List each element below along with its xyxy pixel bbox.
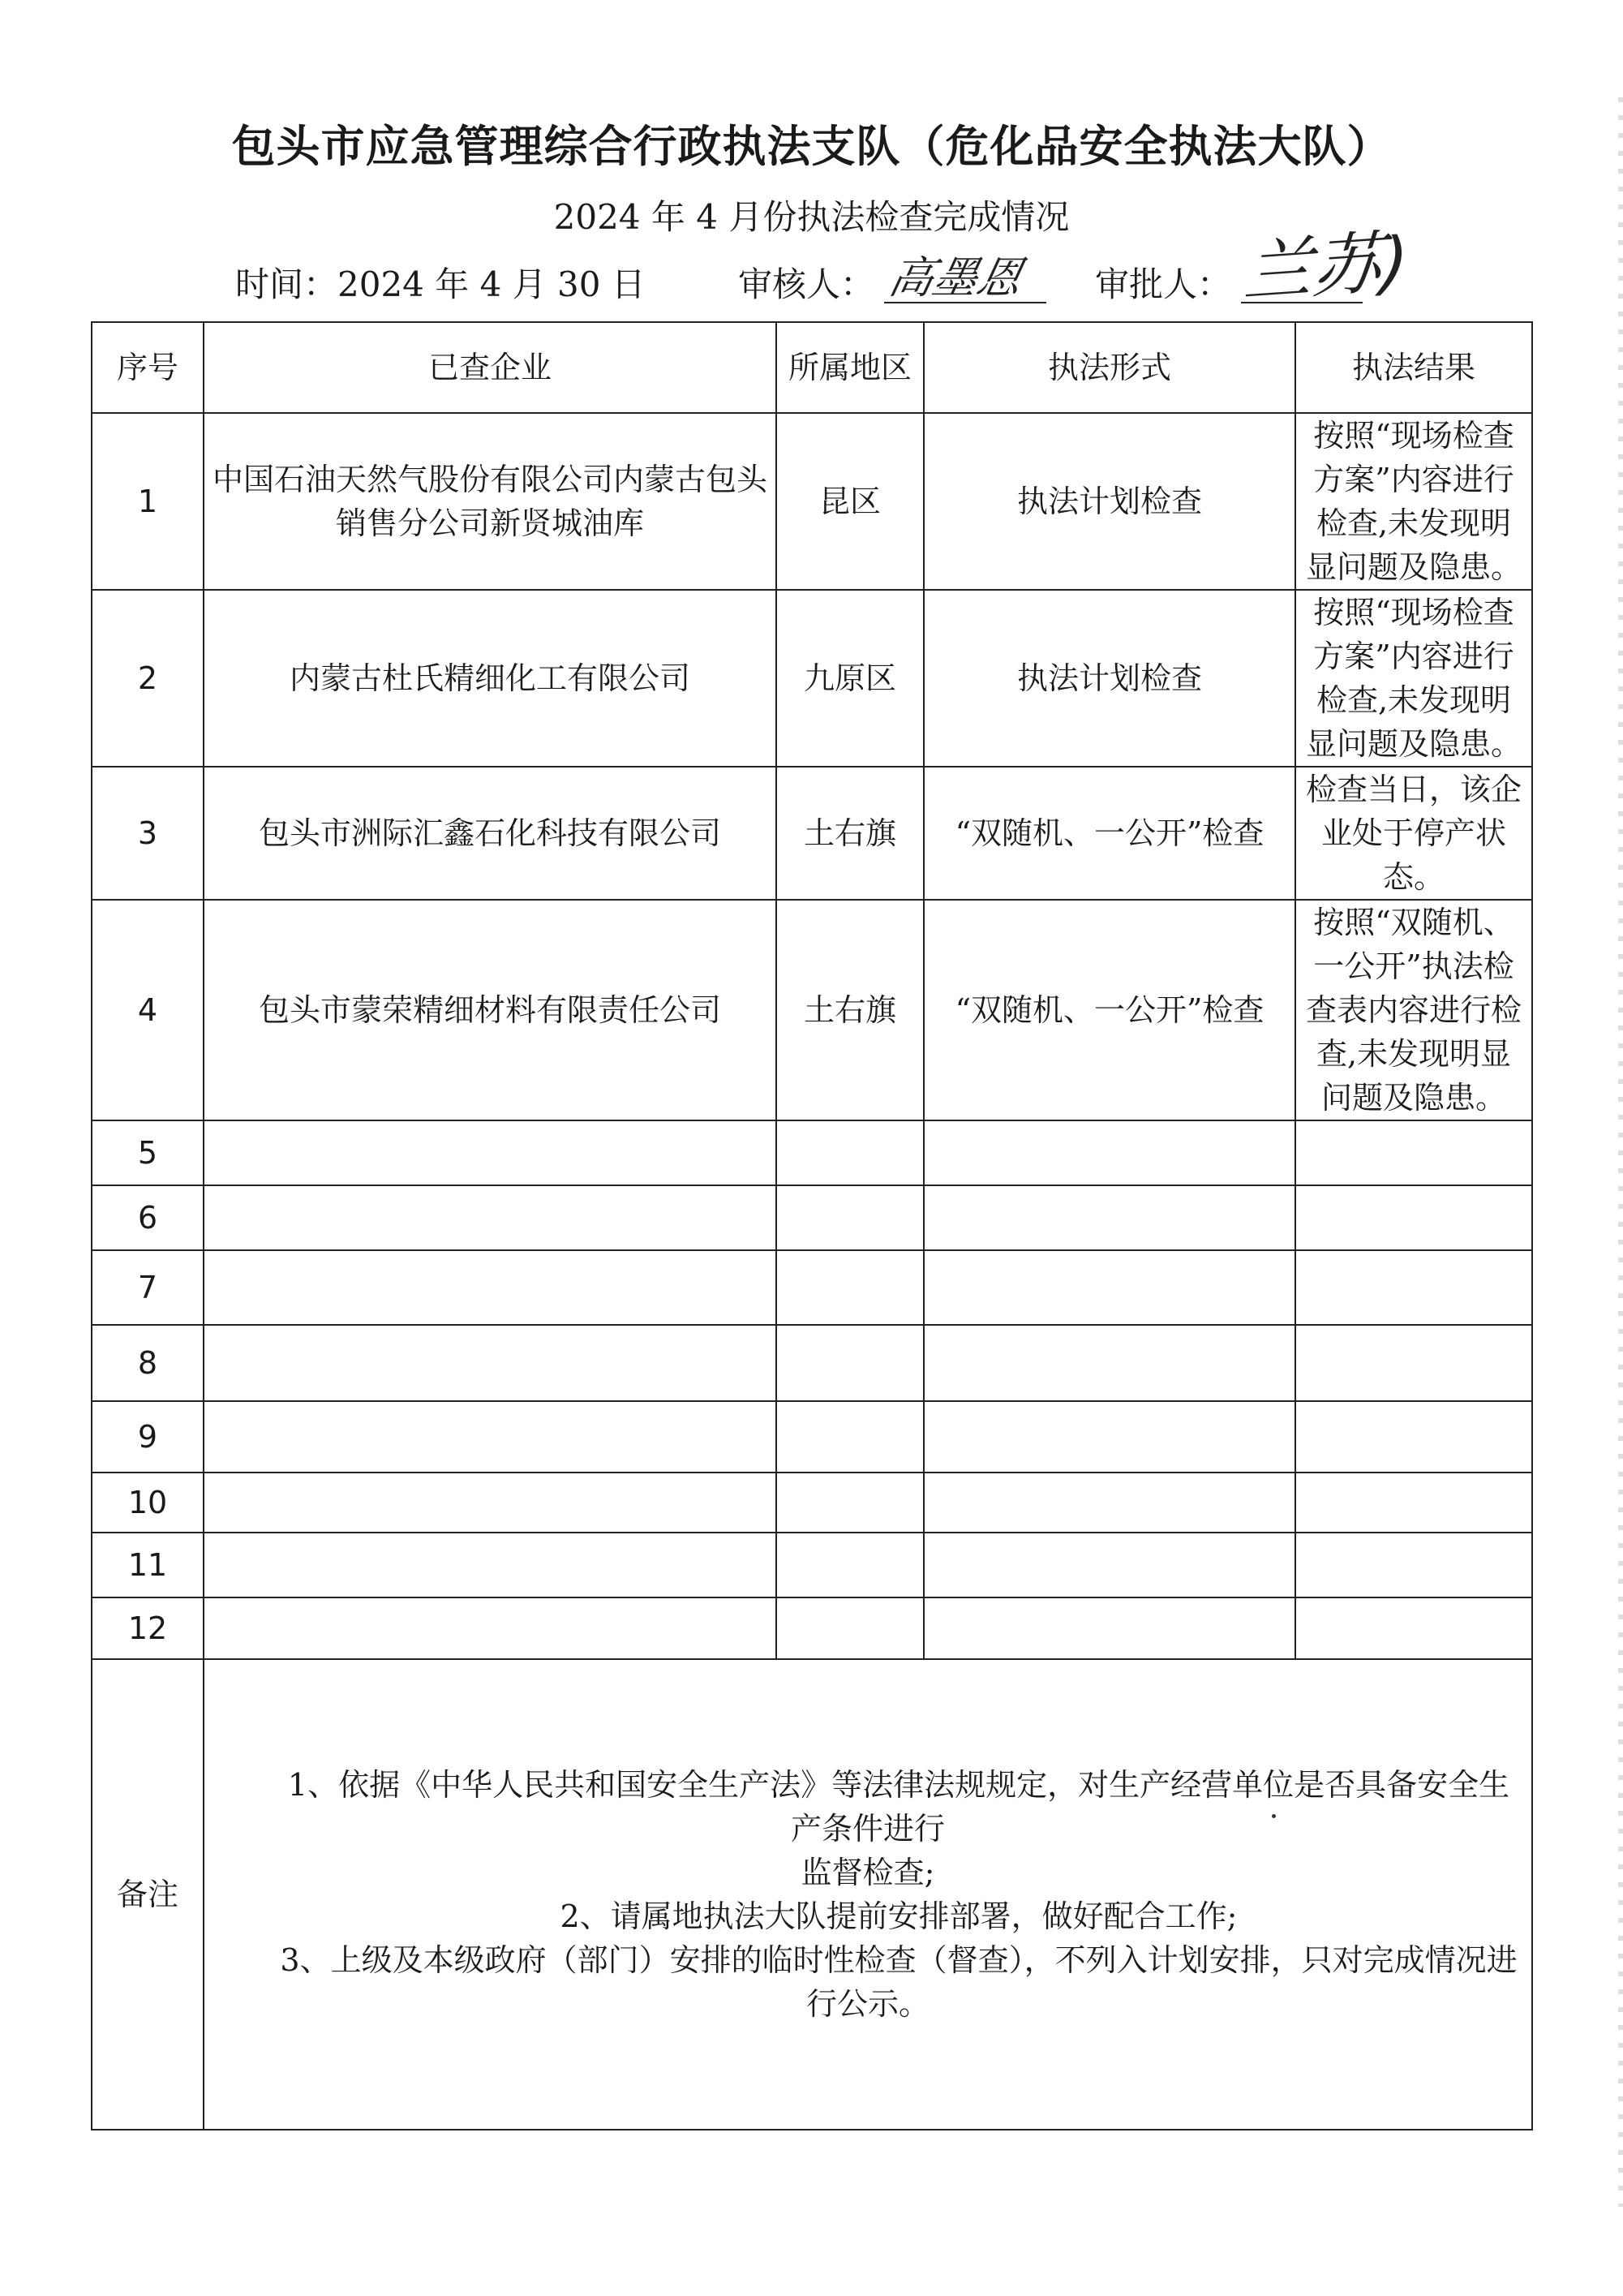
row-company: 中国石油天然气股份有限公司内蒙古包头销售分公司新贤城油库 (204, 413, 776, 590)
approver-signature-line (1241, 302, 1363, 303)
remark-line: 3、上级及本级政府（部门）安排的临时性检查（督查），不列入计划安排，只对完成情况进行公示。 (280, 1942, 1518, 2022)
document-subtitle: 2024 年 4 月份执法检查完成情况 (553, 197, 1070, 237)
row-area: 昆区 (776, 413, 924, 590)
remarks-body (204, 1659, 1532, 2130)
empty-row (92, 1325, 1532, 1401)
empty-row (92, 1473, 1532, 1533)
table-row (92, 413, 1532, 590)
row-seq: 10 (92, 1473, 204, 1533)
row-form: “双随机、一公开”检查 (924, 900, 1295, 1120)
row-result: 按照“双随机、一公开”执法检查表内容进行检查,未发现明显问题及隐患。 (1295, 900, 1532, 1120)
row-seq: 9 (92, 1401, 204, 1473)
row-form: 执法计划检查 (924, 590, 1295, 767)
scan-edge-artifact (1618, 97, 1623, 2207)
empty-row (92, 1533, 1532, 1597)
row-seq: 8 (92, 1325, 204, 1401)
row-company: 包头市洲际汇鑫石化科技有限公司 (204, 767, 776, 900)
inspection-date: 时间：2024 年 4 月 30 日 (235, 264, 646, 304)
remark-line: 1、依据《中华人民共和国安全生产法》等法律法规规定，对生产经营单位是否具备安全生产条件进行 (287, 1767, 1510, 1847)
header-seq: 序号 (92, 322, 204, 413)
row-result: 检查当日，该企业处于停产状态。 (1295, 767, 1532, 900)
reviewer-signature-line (884, 302, 1046, 303)
table-row (92, 590, 1532, 767)
empty-row (92, 1120, 1532, 1185)
inspection-table (91, 321, 1533, 2130)
row-area: 土右旗 (776, 900, 924, 1120)
row-form: 执法计划检查 (924, 413, 1295, 590)
row-seq: 7 (92, 1250, 204, 1325)
row-seq: 3 (92, 767, 204, 900)
row-seq: 2 (92, 590, 204, 767)
approver-label: 审批人： (1095, 264, 1232, 304)
row-seq: 1 (92, 413, 204, 590)
header-form: 执法形式 (924, 322, 1295, 413)
table-row (92, 767, 1532, 900)
row-form: “双随机、一公开”检查 (924, 767, 1295, 900)
row-area: 九原区 (776, 590, 924, 767)
row-area: 土右旗 (776, 767, 924, 900)
empty-row (92, 1250, 1532, 1325)
empty-row (92, 1185, 1532, 1250)
scan-speck (1272, 1814, 1276, 1818)
row-seq: 6 (92, 1185, 204, 1250)
row-seq: 5 (92, 1120, 204, 1185)
header-company: 已查企业 (204, 322, 776, 413)
approver-signature: 兰苏) (1241, 221, 1411, 312)
empty-row (92, 1401, 1532, 1473)
row-seq: 12 (92, 1597, 204, 1659)
empty-row (92, 1597, 1532, 1659)
row-seq: 4 (92, 900, 204, 1120)
remark-line: 2、请属地执法大队提前安排部署，做好配合工作; (560, 1898, 1238, 1934)
row-seq: 11 (92, 1533, 204, 1597)
row-result: 按照“现场检查方案”内容进行检查,未发现明显问题及隐患。 (1295, 413, 1532, 590)
reviewer-label: 审核人： (738, 264, 875, 304)
header-area: 所属地区 (776, 322, 924, 413)
table-header-row (92, 322, 1532, 413)
document-title: 包头市应急管理综合行政执法支队（危化品安全执法大队） (231, 121, 1392, 172)
reviewer-signature: 高墨恩 (884, 252, 1027, 303)
table-row (92, 900, 1532, 1120)
remarks-row (92, 1659, 1532, 2130)
header-result: 执法结果 (1295, 322, 1532, 413)
row-company: 包头市蒙荣精细材料有限责任公司 (204, 900, 776, 1120)
remark-line: 监督检查; (801, 1855, 935, 1890)
row-result: 按照“现场检查方案”内容进行检查,未发现明显问题及隐患。 (1295, 590, 1532, 767)
remarks-label: 备注 (92, 1659, 204, 2130)
row-company: 内蒙古杜氏精细化工有限公司 (204, 590, 776, 767)
